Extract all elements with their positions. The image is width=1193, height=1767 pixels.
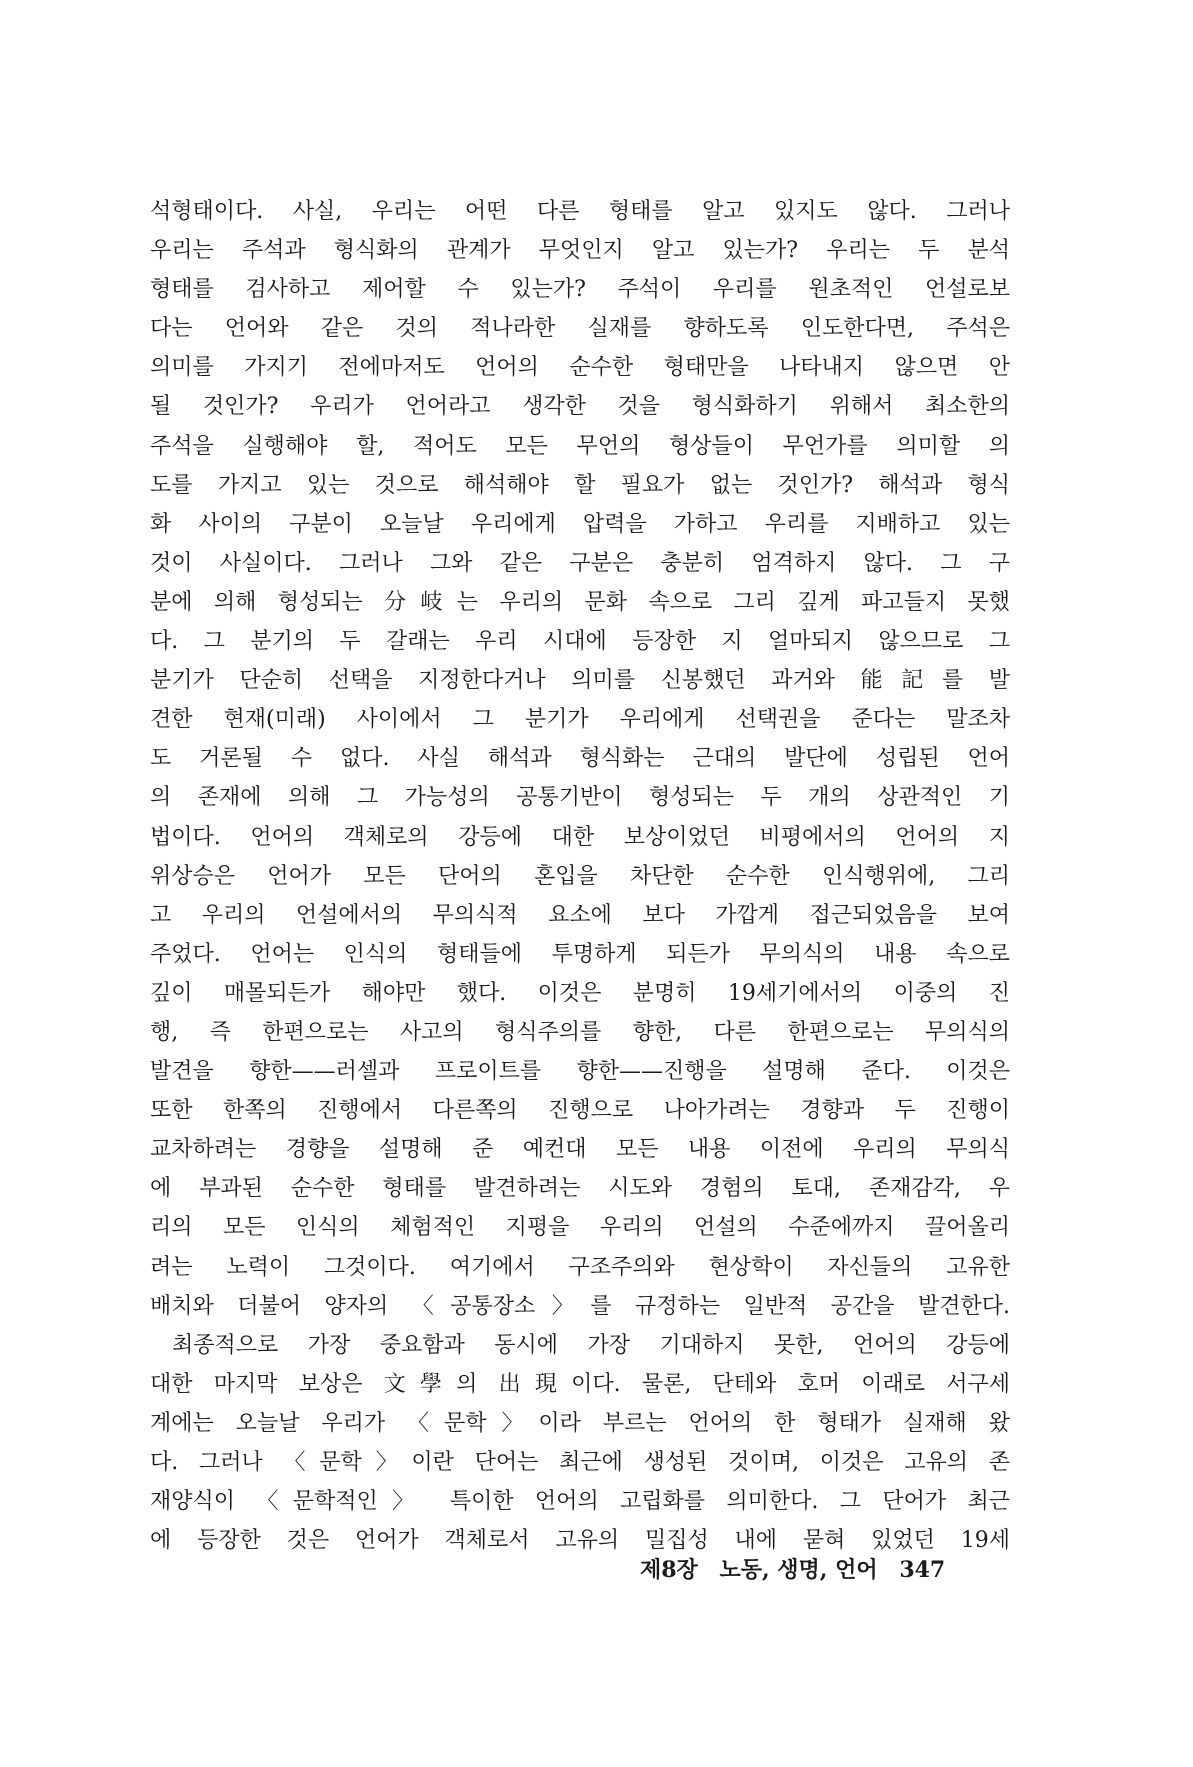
text-line: 다. 그러나 〈문학〉이란 단어는 최근에 생성된 것이며, 이것은 고유의 존 (150, 1450, 1010, 1475)
text-line: 의 존재에 의해 그 가능성의 공통기반이 형성되는 두 개의 상관적인 기 (150, 785, 1010, 811)
chapter-label: 제8장 (640, 1557, 698, 1583)
text-line: 분기가 단순히 선택을 지정한다거나 의미를 신봉했던 과거와 能記를 발 (150, 668, 1010, 694)
text-line: 다는 언어와 같은 것의 적나라한 실재를 향하도록 인도한다면, 주석은 (150, 316, 1010, 342)
text-line: 에 등장한 것은 언어가 객체로서 고유의 밀집성 내에 묻혀 있었던 19세 (150, 1528, 1010, 1554)
text-line: 발견을 향한——러셀과 프로이트를 향한——진행을 설명해 준다. 이것은 (150, 1059, 1010, 1085)
text-line: 또한 한쪽의 진행에서 다른쪽의 진행으로 나아가려는 경향과 두 진행이 (150, 1098, 1010, 1124)
text-line: 될 것인가? 우리가 언어라고 생각한 것을 형식화하기 위해서 최소한의 (150, 394, 1010, 420)
text-line: 것이 사실이다. 그러나 그와 같은 구분은 충분히 엄격하지 않다. 그 구 (150, 550, 1010, 576)
text-line: 견한 현재(미래) 사이에서 그 분기가 우리에게 선택권을 준다는 말조차 (150, 707, 1010, 733)
text-line: 석형태이다. 사실, 우리는 어떤 다른 형태를 알고 있지도 않다. 그러나 (150, 199, 1010, 224)
chapter-title: 노동, 생명, 언어 (719, 1557, 878, 1583)
page-number: 347 (899, 1557, 946, 1583)
text-line: 도를 가지고 있는 것으로 해석해야 할 필요가 없는 것인가? 해석과 형식 (150, 472, 1010, 498)
text-line: 의미를 가지기 전에마저도 언어의 순수한 형태만을 나타내지 않으면 안 (150, 355, 1010, 381)
text-line: 행, 즉 한편으로는 사고의 형식주의를 향한, 다른 한편으로는 무의식의 (150, 1019, 1010, 1045)
text-line: 분에 의해 형성되는 分岐는 우리의 문화 속으로 그리 깊게 파고들지 못했 (150, 589, 1010, 615)
text-line: 대한 마지막 보상은 文學의 出現이다. 물론, 단테와 호머 이래로 서구세 (150, 1371, 1010, 1397)
text-line: 도 거론될 수 없다. 사실 해석과 형식화는 근대의 발단에 성립된 언어 (150, 746, 1010, 772)
text-line: 다. 그 분기의 두 갈래는 우리 시대에 등장한 지 얼마되지 않으므로 그 (150, 629, 1010, 655)
text-line: 에 부과된 순수한 형태를 발견하려는 시도와 경험의 토대, 존재감각, 우 (150, 1176, 1010, 1202)
text-line: 리의 모든 인식의 체험적인 지평을 우리의 언설의 수준에까지 끌어올리 (150, 1215, 1010, 1241)
page-footer (640, 1553, 1010, 1593)
text-line: 려는 노력이 그것이다. 여기에서 구조주의와 현상학이 자신들의 고유한 (150, 1254, 1010, 1280)
text-line: 고 우리의 언설에서의 무의식적 요소에 보다 가깝게 접근되었음을 보여 (150, 902, 1010, 928)
text-line: 형태를 검사하고 제어할 수 있는가? 주석이 우리를 원초적인 언설로보 (150, 277, 1010, 303)
text-line: 배치와 더불어 양자의 〈공통장소〉를 규정하는 일반적 공간을 발견한다. (150, 1293, 1010, 1319)
text-line: 법이다. 언어의 객체로의 강등에 대한 보상이었던 비평에서의 언어의 지 (150, 824, 1010, 850)
paragraph-start-line: 최종적으로 가장 중요함과 동시에 가장 기대하지 못한, 언어의 강등에 (172, 1332, 1010, 1358)
text-line: 깊이 매몰되든가 해야만 했다. 이것은 분명히 19세기에서의 이중의 진 (150, 980, 1010, 1006)
text-line: 계에는 오늘날 우리가 〈문학〉이라 부르는 언어의 한 형태가 실재해 왔 (150, 1410, 1010, 1436)
text-line: 화 사이의 구분이 오늘날 우리에게 압력을 가하고 우리를 지배하고 있는 (150, 511, 1010, 537)
body-text (150, 192, 1010, 1560)
text-line: 위상승은 언어가 모든 단어의 혼입을 차단한 순수한 인식행위에, 그리 (150, 863, 1010, 889)
text-line: 재양식이 〈문학적인〉 특이한 언어의 고립화를 의미한다. 그 단어가 최근 (150, 1489, 1010, 1515)
text-line: 교차하려는 경향을 설명해 준 예컨대 모든 내용 이전에 우리의 무의식 (150, 1137, 1010, 1163)
text-line: 주었다. 언어는 인식의 형태들에 투명하게 되든가 무의식의 내용 속으로 (150, 941, 1010, 967)
text-line: 주석을 실행해야 할, 적어도 모든 무언의 형상들이 무언가를 의미할 의 (150, 433, 1010, 459)
text-line: 우리는 주석과 형식화의 관계가 무엇인지 알고 있는가? 우리는 두 분석 (150, 238, 1010, 264)
